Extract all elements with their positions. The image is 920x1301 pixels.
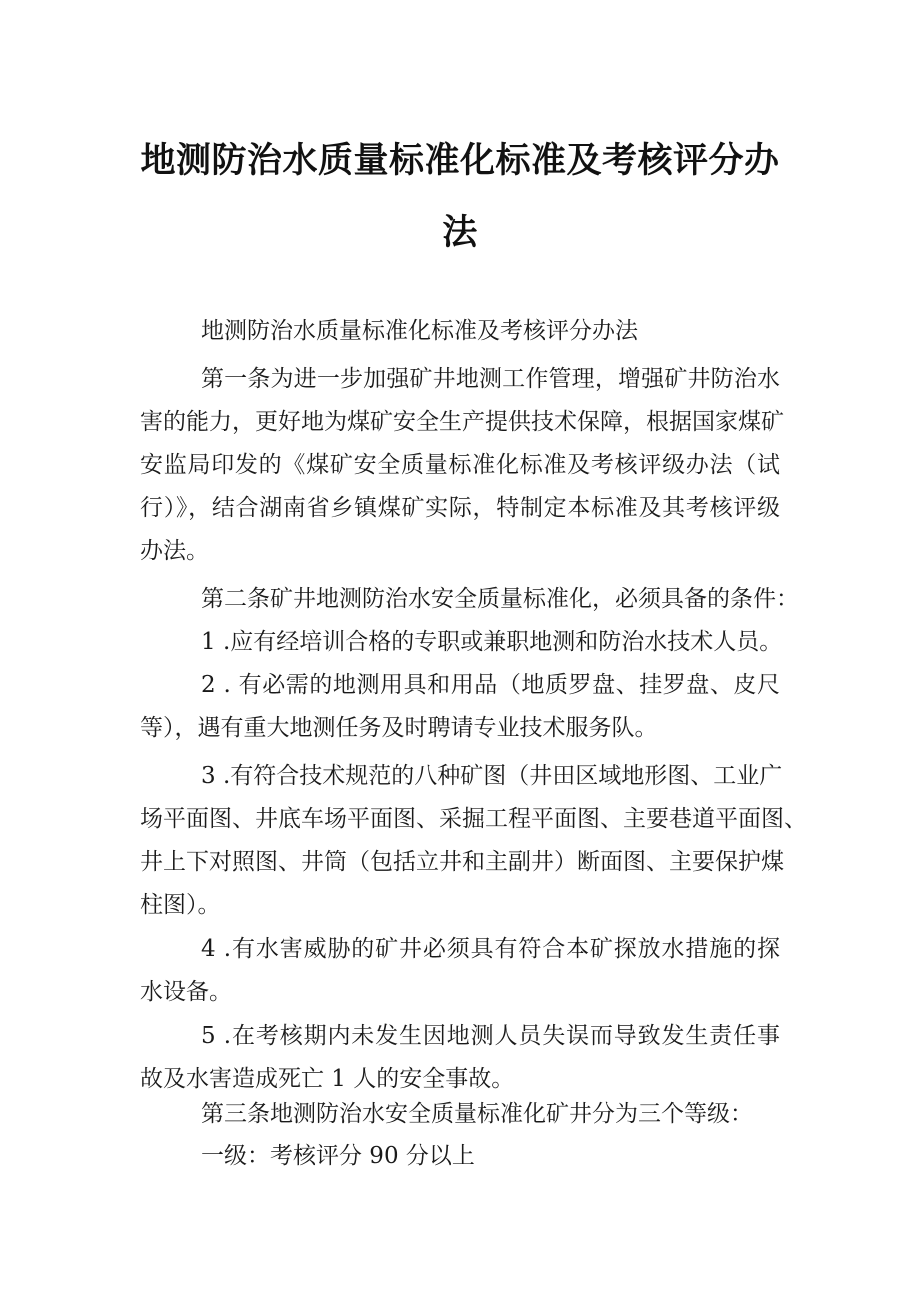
condition-3-line-2: 场平面图、井底车场平面图、采掘工程平面图、主要巷道平面图、 xyxy=(140,806,807,832)
condition-2-line-2: 等），遇有重大地测任务及时聘请专业技术服务队。 xyxy=(140,715,658,741)
condition-3-line-3: 井上下对照图、井筒（包括立井和主副井）断面图、主要保护煤 xyxy=(140,849,784,875)
condition-3-line-4: 柱图）。 xyxy=(140,892,221,918)
article-2-heading: 第二条矿井地测防治水安全质量标准化，必须具备的条件： xyxy=(201,586,799,612)
grade-1: 一级：考核评分 90 分以上 xyxy=(201,1143,475,1169)
article-1-line-2: 害的能力，更好地为煤矿安全生产提供技术保障，根据国家煤矿 xyxy=(140,409,784,435)
condition-5-line-1: 5 .在考核期内未发生因地测人员失误而导致发生责任事 xyxy=(201,1023,780,1049)
document-title-line-1: 地测防治水质量标准化标准及考核评分办 xyxy=(140,141,780,181)
condition-4-line-1: 4 .有水害威胁的矿井必须具有符合本矿探放水措施的探 xyxy=(201,936,780,962)
condition-4-line-2: 水设备。 xyxy=(140,979,232,1005)
article-1-line-1: 第一条为进一步加强矿井地测工作管理，增强矿井防治水 xyxy=(201,366,780,392)
article-3-heading: 第三条地测防治水安全质量标准化矿井分为三个等级： xyxy=(201,1101,753,1127)
body-subtitle: 地测防治水质量标准化标准及考核评分办法 xyxy=(201,318,638,344)
article-1-line-4: 行）》，结合湖南省乡镇煤矿实际，特制定本标准及其考核评级 xyxy=(140,495,780,521)
article-1-line-5: 办法。 xyxy=(140,538,209,564)
article-1-line-3: 安监局印发的《煤矿安全质量标准化标准及考核评级办法（试 xyxy=(140,452,780,478)
condition-3-line-1: 3 .有符合技术规范的八种矿图（井田区域地形图、工业广 xyxy=(201,763,783,789)
condition-1: 1 .应有经培训合格的专职或兼职地测和防治水技术人员。 xyxy=(201,629,783,655)
document-title-line-2: 法 xyxy=(442,213,478,253)
condition-2-line-1: 2 . 有必需的地测用具和用品（地质罗盘、挂罗盘、皮尺 xyxy=(201,672,780,698)
condition-5-line-2: 故及水害造成死亡 1 人的安全事故。 xyxy=(140,1066,515,1092)
